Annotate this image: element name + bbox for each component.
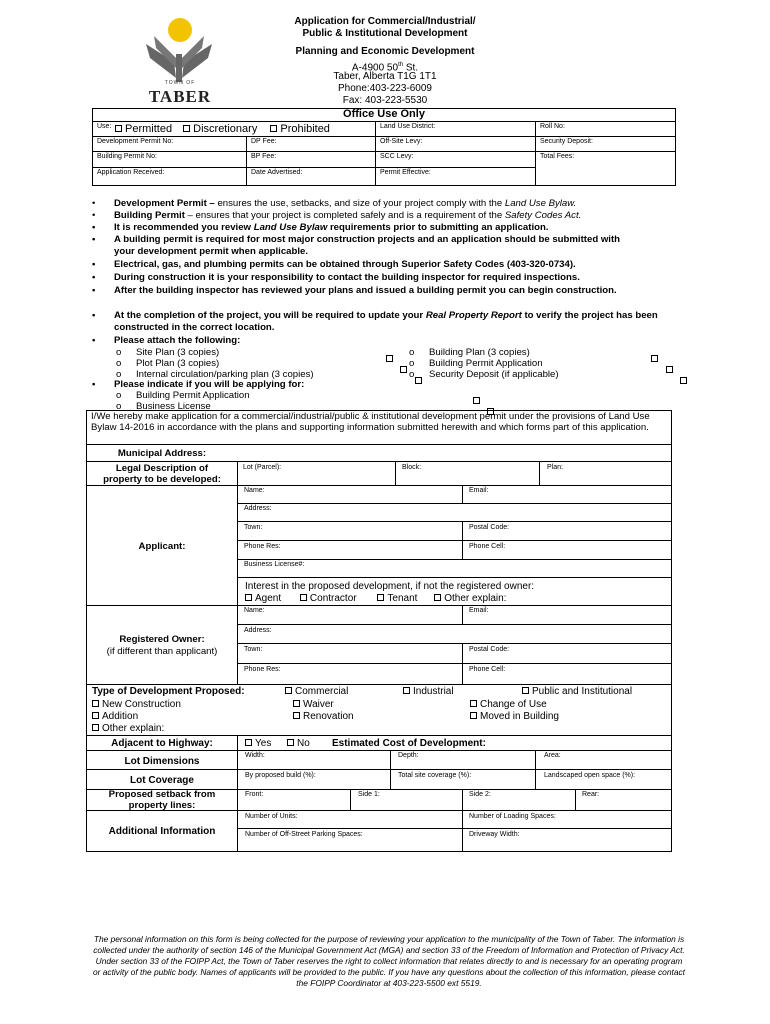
total-site-label: Total site coverage (%): [398,772,472,779]
area-label: Area: [544,752,561,759]
commercial-checkbox[interactable] [285,687,292,694]
public-inst-option[interactable]: Public and Institutional [522,686,632,697]
applicant-postal-label: Postal Code: [469,524,510,531]
permit-effective-field[interactable]: Permit Effective: [375,167,536,186]
if-different-label: (if different than applicant) [106,646,218,657]
other-explain2-option[interactable]: Other explain: [92,723,164,734]
municipal-address-label: Municipal Address: [117,448,207,459]
front-label: Front: [245,791,264,798]
side2-label: Side 2: [469,791,491,798]
fax-number: Fax: 403-223-5530 [342,95,428,106]
industrial-option[interactable]: Industrial [403,686,454,697]
num-units-label: Number of Units: [245,813,298,820]
bullet-indicate-applying: • Please indicate if you will be applying for: [92,379,305,390]
bullet-review-bylaw: • It is recommended you review Land Use Bylaw requirements prior to submitting an application. [92,222,549,233]
setback-label: Proposed setback from property lines: [108,789,216,811]
bullet-building-required: • A building permit is required for most major construction projects and an application should be submitted with your development permit when applicable. [92,234,621,258]
lot-dim-label: Lot Dimensions [124,756,200,767]
adjacent-hwy-label: Adjacent to Highway: [111,738,213,749]
num-parking-label: Number of Off-Street Parking Spaces: [245,831,363,838]
num-loading-label: Number of Loading Spaces: [469,813,556,820]
security-deposit-checkbox[interactable] [680,377,687,384]
owner-name-field[interactable] [237,605,463,625]
by-proposed-label: By proposed build (%): [245,772,316,779]
app-received-field[interactable]: Application Received: [92,167,247,186]
date-advertised-field[interactable]: Date Advertised: [246,167,376,186]
hwy-no-checkbox[interactable] [287,739,294,746]
lot-cov-label: Lot Coverage [130,775,194,786]
owner-town-label: Town: [244,646,263,653]
security-deposit-field[interactable]: Security Deposit: [535,136,676,152]
dp-fee-field[interactable]: DP Fee: [246,136,376,152]
owner-email-label: Email: [469,607,489,614]
bullet-construction-inspections: • During construction it is your responsibility to contact the building inspector for required inspections. [92,272,580,283]
applicant-town-label: Town: [244,524,263,531]
other-explain-checkbox[interactable] [434,594,441,601]
plot-plan-checkbox[interactable] [400,366,407,373]
landscaped-label: Landscaped open space (%): [544,772,636,779]
owner-postal-label: Postal Code: [469,646,510,653]
bullet-building-permit: • Building Permit – ensures that your project is completed safely and is a requirement of the Safety Codes Act. [92,210,582,221]
other-explain2-checkbox[interactable] [92,724,99,731]
roll-no-field[interactable]: Roll No: [535,121,676,137]
interest-label: Interest in the proposed development, if not the registered owner: [245,581,535,592]
foip-notice: The personal information on this form is being collected for the purpose of reviewing your application to the municipality of the Town of Taber. The information is collected under the authority of section 146 of the Municipal Government Act (MGA) and section 33 of the Freedom of Information and Protection of Privacy Act. Under section 33 of the FOIPP Act, the Town of Taber reserves the right to collect information that relates directly to and is necessary for an operating program or activity of the public body. Names of applicants will be provided to the public. If you have any questions about the collection of this information, please contact the FOIPP Coordinator at 403-223-5500 ext 5519. [92,934,685,988]
bullet-please-attach: • Please attach the following: [92,335,241,346]
contractor-checkbox[interactable] [300,594,307,601]
owner-address-field[interactable] [237,624,672,644]
registered-owner-label-cell [86,605,238,685]
business-license-label: Business License#: [244,561,305,568]
addition-checkbox[interactable] [92,712,99,719]
lot-parcel-label: Lot (Parcel): [243,464,282,471]
department-name: Planning and Economic Development [295,46,475,57]
site-plan-checkbox[interactable] [386,355,393,362]
applicant-name-label: Name: [244,487,265,494]
address-line2: Taber, Alberta T1G 1T1 [333,71,437,82]
commercial-option[interactable]: Commercial [285,686,348,697]
renovation-option[interactable]: Renovation [293,711,354,722]
moved-in-checkbox[interactable] [470,712,477,719]
driveway-width-label: Driveway Width: [469,831,520,838]
industrial-checkbox[interactable] [403,687,410,694]
width-label: Width: [245,752,265,759]
prohibited-checkbox[interactable] [270,125,277,132]
use-cell: Use: Permitted Discretionary Prohibited [92,121,376,137]
interest-options: Agent Contractor Tenant Other explain: [245,593,506,604]
bp-fee-field[interactable]: BP Fee: [246,151,376,168]
logo-town-of: TOWN OF [164,80,196,86]
applicant-email-field[interactable] [462,485,672,504]
scc-levy-field[interactable]: SCC Levy: [375,151,536,168]
moved-in-option[interactable]: Moved in Building [470,711,559,722]
tenant-checkbox[interactable] [377,594,384,601]
additional-info-label: Additional Information [108,826,216,837]
new-construction-checkbox[interactable] [92,700,99,707]
rear-label: Rear: [582,791,600,798]
side1-label: Side 1: [358,791,380,798]
applicant-address-field[interactable] [237,503,672,522]
hwy-no-option[interactable]: No [287,738,310,749]
land-use-district-field[interactable]: Land Use District: [375,121,536,137]
office-use-title: Office Use Only [343,108,425,120]
owner-phone-res-label: Phone Res: [244,666,281,673]
apply-building-permit-checkbox[interactable] [473,397,480,404]
applicant-address-label: Address: [244,505,272,512]
logo-taber: TABER [148,87,212,106]
change-of-use-checkbox[interactable] [470,700,477,707]
plan-label: Plan: [547,464,563,471]
type-dev-label: Type of Development Proposed: [92,686,245,697]
bullet-dev-permit: • Development Permit – ensures the use, setbacks, and size of your project comply with the Land Use Bylaw. [92,198,577,209]
form-title-line2: Public & Institutional Development [302,28,468,39]
legal-desc-label: Legal Description of property to be developed: [103,463,221,485]
change-of-use-option[interactable]: Change of Use [470,699,547,710]
bullet-completion: • At the completion of the project, you will be required to update your Real Property Report to verify the project has been constructed in the correct location. [92,310,658,334]
applicant-name-field[interactable] [237,485,463,504]
addition-option[interactable]: Addition [92,711,138,722]
phone-number: Phone:403-223-6009 [338,83,432,94]
discretionary-checkbox[interactable] [183,125,190,132]
owner-town-field[interactable] [237,643,463,664]
hwy-yes-option[interactable]: Yes [245,738,271,749]
waiver-checkbox[interactable] [293,700,300,707]
applicant-phone-res-label: Phone Res: [244,543,281,550]
hwy-yes-checkbox[interactable] [245,739,252,746]
owner-email-field[interactable] [462,605,672,625]
applicant-phone-cell-label: Phone Cell: [469,543,506,550]
public-inst-checkbox[interactable] [522,687,529,694]
depth-label: Depth: [398,752,419,759]
bullet-after-inspector: • After the building inspector has reviewed your plans and issued a building permit you can begin construction. [92,285,617,296]
total-fees-field[interactable]: Total Fees: [535,151,676,186]
block-label: Block: [402,464,422,471]
offsite-levy-field[interactable]: Off-Site Levy: [375,136,536,152]
owner-name-label: Name: [244,607,265,614]
building-permit-no-field[interactable]: Building Permit No: [92,151,247,168]
applicant-email-label: Email: [469,487,489,494]
permitted-checkbox[interactable] [115,125,122,132]
owner-address-label: Address: [244,627,272,634]
agent-checkbox[interactable] [245,594,252,601]
bullet-electrical: • Electrical, gas, and plumbing permits can be obtained through Superior Safety Codes (403-320-0734). [92,259,576,270]
owner-phone-cell-label: Phone Cell: [469,666,506,673]
building-plan-checkbox[interactable] [651,355,658,362]
applicant-town-field[interactable] [237,521,463,541]
form-title-line1: Application for Commercial/Industrial/ [294,16,476,27]
est-cost-label: Estimated Cost of Development: [332,738,486,749]
registered-owner-label: Registered Owner: [119,634,205,645]
renovation-checkbox[interactable] [293,712,300,719]
applicant-label: Applicant: [138,541,186,552]
new-construction-option[interactable]: New Construction [92,699,181,710]
waiver-option[interactable]: Waiver [293,699,334,710]
address-line1: A-4900 50th St. [351,62,419,74]
declaration-text: I/We hereby make application for a commercial/industrial/public & institutional development permit under the provisions of Land Use Bylaw 14-2016 in accordance with the plans and supporting information submitted herewith and which forms part of this application. [91,411,650,433]
building-permit-app-checkbox[interactable] [666,366,673,373]
dev-permit-no-field[interactable]: Development Permit No: [92,136,247,152]
